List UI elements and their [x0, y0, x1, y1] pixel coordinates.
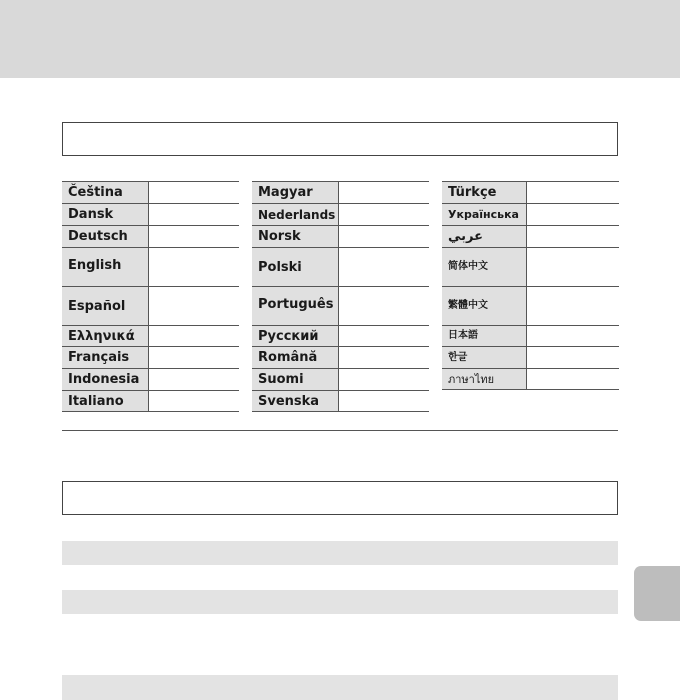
language-value [148, 226, 239, 247]
language-value [526, 287, 619, 325]
language-value [526, 204, 619, 225]
language-value [338, 204, 429, 225]
table-row [62, 181, 239, 203]
shaded-row-1 [62, 541, 618, 565]
language-table-column-2 [252, 181, 429, 412]
language-name: Español [62, 287, 148, 325]
language-name: Dansk [62, 204, 148, 225]
language-name: Deutsch [62, 226, 148, 247]
language-name: Română [252, 347, 338, 368]
section-divider [62, 430, 618, 431]
language-value [148, 369, 239, 390]
language-value [526, 326, 619, 346]
language-name: 日本語 [442, 326, 526, 346]
language-name: English [62, 248, 148, 286]
language-value [526, 226, 619, 247]
language-name: 繁體中文 [442, 287, 526, 325]
table-row [442, 181, 619, 203]
table-row [442, 286, 619, 325]
language-name: Français [62, 347, 148, 368]
language-name: Українська [442, 204, 526, 225]
language-value [526, 347, 619, 368]
language-value [148, 326, 239, 346]
language-value [148, 287, 239, 325]
table-row [442, 225, 619, 247]
language-value [148, 248, 239, 286]
table-row [442, 346, 619, 368]
language-name: Magyar [252, 182, 338, 203]
language-name: Indonesia [62, 369, 148, 390]
language-name: Nederlands [252, 204, 338, 225]
language-name: Suomi [252, 369, 338, 390]
language-value [338, 182, 429, 203]
language-value [148, 347, 239, 368]
table-row [252, 346, 429, 368]
table-row [442, 247, 619, 286]
language-name: 简体中文 [442, 248, 526, 286]
language-name: Italiano [62, 391, 148, 411]
language-value [148, 204, 239, 225]
table-row [252, 325, 429, 346]
shaded-row-3 [62, 675, 618, 700]
table-row [62, 203, 239, 225]
table-row [62, 247, 239, 286]
language-value [526, 182, 619, 203]
language-name: عربي [442, 226, 526, 247]
language-value [526, 369, 619, 389]
table-row [62, 286, 239, 325]
section-title-box-2 [62, 481, 618, 515]
language-value [148, 182, 239, 203]
table-row [62, 390, 239, 412]
language-table-column-3 [442, 181, 619, 390]
language-name: Norsk [252, 226, 338, 247]
language-value [338, 369, 429, 390]
header-band [0, 0, 680, 78]
table-row [442, 325, 619, 346]
section-title-box [62, 122, 618, 156]
table-row [442, 203, 619, 225]
language-name: Čeština [62, 182, 148, 203]
table-row [442, 368, 619, 390]
language-value [338, 248, 429, 286]
table-row [62, 325, 239, 346]
language-value [338, 326, 429, 346]
table-row [252, 181, 429, 203]
language-value [526, 248, 619, 286]
language-value [338, 391, 429, 411]
language-name: Ελληνικά [62, 326, 148, 346]
table-row [62, 346, 239, 368]
table-row [252, 390, 429, 412]
language-table-column-1 [62, 181, 239, 412]
table-row [252, 286, 429, 325]
language-name: Русский [252, 326, 338, 346]
shaded-row-2 [62, 590, 618, 614]
table-row [252, 225, 429, 247]
language-value [338, 287, 429, 325]
language-value [148, 391, 239, 411]
language-name: ภาษาไทย [442, 369, 526, 389]
table-row [252, 368, 429, 390]
language-name: Português [252, 287, 338, 325]
language-value [338, 226, 429, 247]
side-index-tab [634, 566, 680, 621]
table-row [252, 203, 429, 225]
table-row [62, 368, 239, 390]
language-value [338, 347, 429, 368]
table-row [62, 225, 239, 247]
language-name: Svenska [252, 391, 338, 411]
language-name: Polski [252, 248, 338, 286]
language-name: 한글 [442, 347, 526, 368]
language-name: Türkçe [442, 182, 526, 203]
table-row [252, 247, 429, 286]
